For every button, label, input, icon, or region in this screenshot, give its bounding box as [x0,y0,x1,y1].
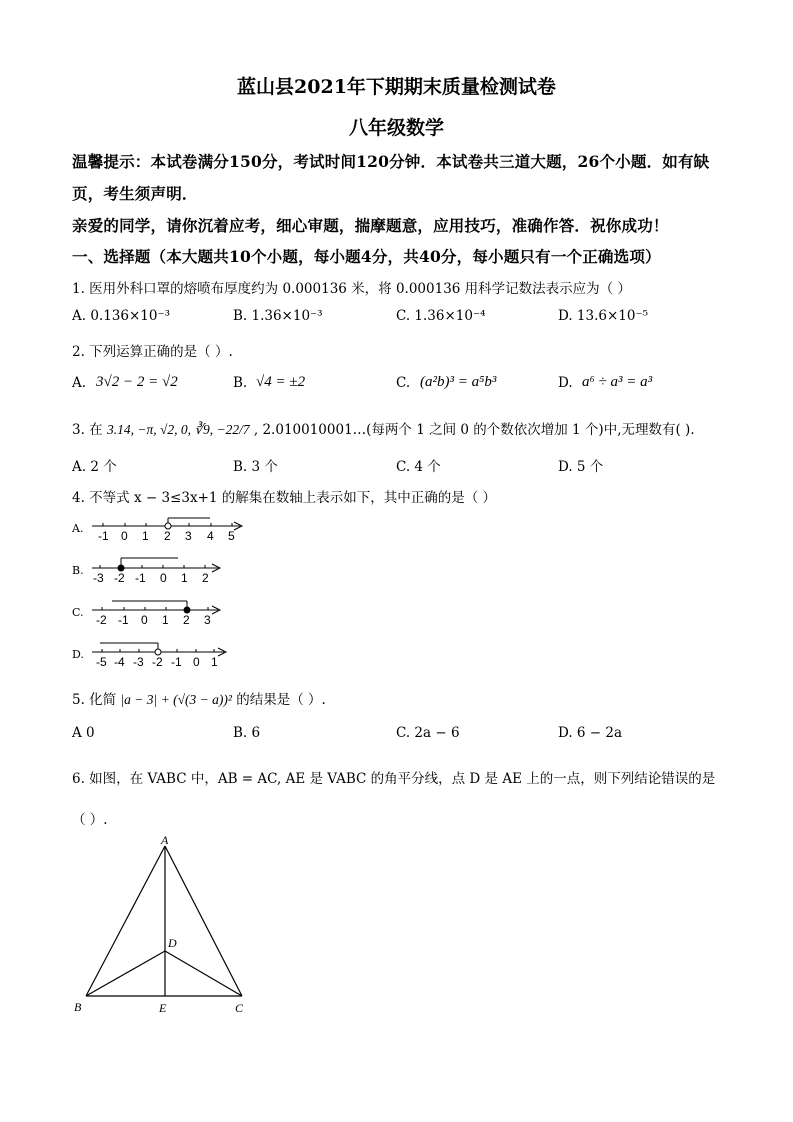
point-label-d: D [168,936,177,950]
q4-number-line-b [90,554,230,584]
q3-stem-pre: 3. 在 [72,422,103,438]
tick-label: -2 [96,613,107,626]
tick-label: 3 [185,529,192,542]
notice-line-1: 温馨提示：本试卷满分150分，考试时间120分钟．本试卷共三道大题，26个小题．如有缺 [72,152,710,171]
tick-label: 1 [162,613,169,626]
tick-label: 2 [183,613,190,626]
q5-option-b: B. 6 [233,725,261,741]
q3-option-b: B. 3 个 [233,459,278,475]
q2-option-c-expr: (a²b)³ = a⁵b³ [420,374,497,390]
q3-option-c: C. 4 个 [396,459,441,475]
tick-label: 3 [204,613,211,626]
q4-option-d-label: D. [72,648,84,661]
tick-label: 1 [181,571,188,584]
q4-option-a-label: A. [72,522,84,535]
tick-label: 0 [193,655,200,668]
tick-label: 2 [164,529,171,542]
question-4-stem: 4. 不等式 x − 3≤3x+1 的解集在数轴上表示如下，其中正确的是（ ） [72,490,497,506]
question-6-stem-line-1: 6. 如图，在 VABC 中，AB = AC, AE 是 VABC 的角平分线，点 D 是 AE 上的一点，则下列结论错误的是 [72,771,716,787]
tick-label: -2 [114,571,125,584]
tick-label: 1 [211,655,218,668]
page-subtitle: 八年级数学 [348,117,444,139]
q1-option-d: D. 13.6×10⁻⁵ [558,308,649,324]
vertex-label-b: B [74,1000,82,1014]
point-label-e: E [159,1001,167,1015]
q2-option-b-label: B. [233,375,248,391]
tick-label: 1 [142,529,149,542]
tick-label: 0 [141,613,148,626]
q4-number-line-d [90,638,235,668]
q5-option-c: C. 2a − 6 [396,725,460,741]
vertex-label-a: A [161,833,169,847]
question-6-stem-line-2: （ ）. [72,812,108,828]
tick-label: 4 [207,529,214,542]
q1-option-b: B. 1.36×10⁻³ [233,308,323,324]
tick-label: 2 [202,571,209,584]
q3-number-list: 3.14, −π, √2, 0, ∛9, −22/7 [106,422,250,437]
q4-option-c-label: C. [72,606,84,619]
q1-option-c: C. 1.36×10⁻⁴ [396,308,486,324]
q5-option-d: D. 6 − 2a [558,725,623,741]
tick-label: -1 [171,655,182,668]
section-heading: 一、选择题（本大题共10个小题，每小题4分，共40分，每小题只有一个正确选项） [72,247,661,266]
question-2-stem: 2. 下列运算正确的是（ ）. [72,344,233,360]
tick-label: -1 [98,529,109,542]
question-5-stem [72,688,326,708]
q2-option-d-expr: a⁶ ÷ a³ = a³ [582,374,653,390]
q3-option-a: A. 2 个 [72,459,117,475]
tick-label: 0 [121,529,128,542]
tick-label: -5 [96,655,107,668]
q4-number-line-a [90,512,250,542]
tick-label: -4 [114,655,125,668]
tick-label: -1 [118,613,129,626]
tick-label: 0 [160,571,167,584]
triangle-figure [70,830,270,1025]
q1-option-a: A. 0.136×10⁻³ [72,308,171,324]
q2-option-c-label: C. [396,375,411,391]
q3-option-d: D. 5 个 [558,459,604,475]
q5-option-a: A 0 [72,725,95,741]
q2-option-d-label: D. [558,375,573,391]
q5-expression: |a − 3| + (√(3 − a))² [120,692,232,707]
q2-option-b-expr: √4 = ±2 [256,374,306,390]
q5-stem-post: 的结果是（ ）. [236,692,326,708]
q3-stem-post: , 2.010010001…(每两个 1 之间 0 的个数依次增加 1 个)中,无理数有( ). [253,422,695,438]
vertex-label-c: C [235,1001,244,1015]
tick-label: 5 [228,529,235,542]
q4-option-b-label: B. [72,564,84,577]
notice-line-2: 页，考生须声明． [72,184,198,203]
tick-label: -2 [152,655,163,668]
tick-label: -3 [133,655,144,668]
page-title: 蓝山县2021年下期期末质量检测试卷 [237,76,556,98]
tick-label: -1 [135,571,146,584]
encourage-line: 亲爱的同学，请你沉着应考，细心审题，揣摩题意，应用技巧，准确作答．祝你成功！ [72,216,669,235]
question-1-stem: 1. 医用外科口罩的熔喷布厚度约为 0.000136 米，将 0.000136 用科学记数法表示应为（ ） [72,281,631,297]
q2-option-a-expr: 3√2 − 2 = √2 [96,374,178,390]
tick-label: -3 [93,571,104,584]
q5-stem-pre: 5. 化简 [72,692,117,708]
q2-option-a-label: A. [72,375,87,391]
q4-number-line-c [90,596,230,626]
question-3-stem [72,418,695,438]
